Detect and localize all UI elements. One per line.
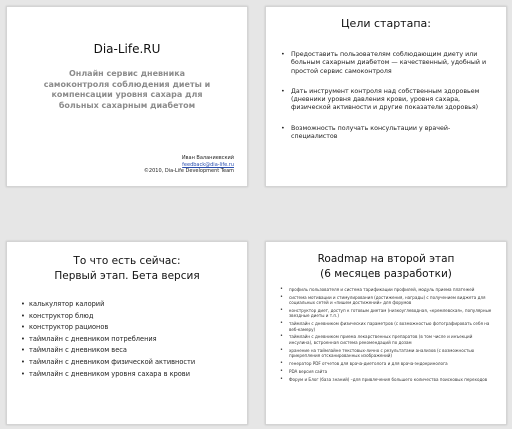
list-item: • калькулятор калорий: [20, 299, 241, 311]
list-item: • конструктор рационов: [20, 322, 241, 334]
title-line: (6 месяцев разработки): [320, 268, 452, 280]
subtitle-line: больных сахарным диабетом: [58, 100, 196, 110]
slide-title: [7, 254, 247, 284]
slide-title: Цели стартапа:: [341, 17, 431, 30]
author-block: [144, 155, 234, 175]
list-item: • Дать инструмент контроля над собственным здоровьем (дневники уровня давления крови, уровня сахара, физической активности и другие показатели здоровья): [279, 88, 494, 113]
list-item: • конструктор диет, доступ к готовым диетам (низкоуглеводная, «кремлевская», популярные звездные диеты и т.п.): [279, 308, 494, 319]
slide-title: [266, 252, 506, 282]
list-item: • хранение на таймлайне текстовых-лично с результатами анализов (с возможностью прикрепления отсканированных изображений): [279, 348, 494, 359]
author-name: Иван Валаниевский: [181, 155, 234, 161]
list-item: • таймлайн с дневником веса: [20, 345, 241, 357]
features-list: [20, 299, 241, 380]
slide-2-goals[interactable]: [265, 6, 507, 187]
list-item: • таймлайн с дневником приема лекарственных препаратов (в том числе и инъекций инсулина), встроенная система рекомендаций по дозам: [279, 334, 494, 345]
slide-3-current-state[interactable]: [6, 241, 248, 425]
subtitle-line: Онлайн сервис дневника: [68, 69, 186, 78]
slide-4-roadmap[interactable]: [265, 241, 507, 425]
list-item: • генератор PDF отчетов для врача-диетолога и для врача-эндокринолога: [279, 361, 494, 366]
list-item: • система мотивации и стимулирования (достижения, награды) с получением виджета для социальных сетей и «пишем достижений» для форумов: [279, 295, 494, 306]
roadmap-list: [279, 287, 494, 385]
list-item: • конструктор блюд: [20, 311, 241, 323]
slide-1-title[interactable]: [6, 6, 248, 187]
title-line: Первый этап. Бета версия: [54, 270, 200, 282]
title-line: Roadmap на второй этап: [317, 253, 455, 265]
slide-title: Dia-Life.RU: [93, 42, 161, 56]
list-item: • Предоставить пользователям соблюдающим диету или больным сахарным диабетом — качественный, удобный и простой сервис самоконтроля: [279, 51, 494, 76]
copyright: ©2010, Dia-Life Development Team: [143, 168, 234, 174]
title-line: То что есть сейчас:: [73, 255, 181, 267]
list-item: • PDA версия сайта: [279, 369, 494, 374]
slide-subtitle: [29, 69, 225, 111]
list-item: • таймлайн с дневником физических параметров (с возможностью фотографировать себя на веб-камеру): [279, 321, 494, 332]
subtitle-line: компенсации уровня сахара для: [51, 90, 203, 99]
list-item: • профиль пользователя и система тарификации профилей, модуль приема платежей: [279, 287, 494, 292]
list-item: • Возможность получать консультации у врачей-специалистов: [279, 125, 494, 142]
feedback-email-link[interactable]: feedback@dia-life.ru: [182, 161, 234, 168]
list-item: • таймлайн с дневником уровня сахара в крови: [20, 369, 241, 381]
goals-list: [279, 51, 494, 153]
list-item: • Форум и Блог (база знаний) –для привлечения большего количества поисковых переходов: [279, 377, 494, 382]
list-item: • таймлайн с дневником физической активности: [20, 357, 241, 369]
subtitle-line: самоконтроля соблюдения диеты и: [43, 79, 211, 89]
list-item: • таймлайн с дневником потребления: [20, 334, 241, 346]
